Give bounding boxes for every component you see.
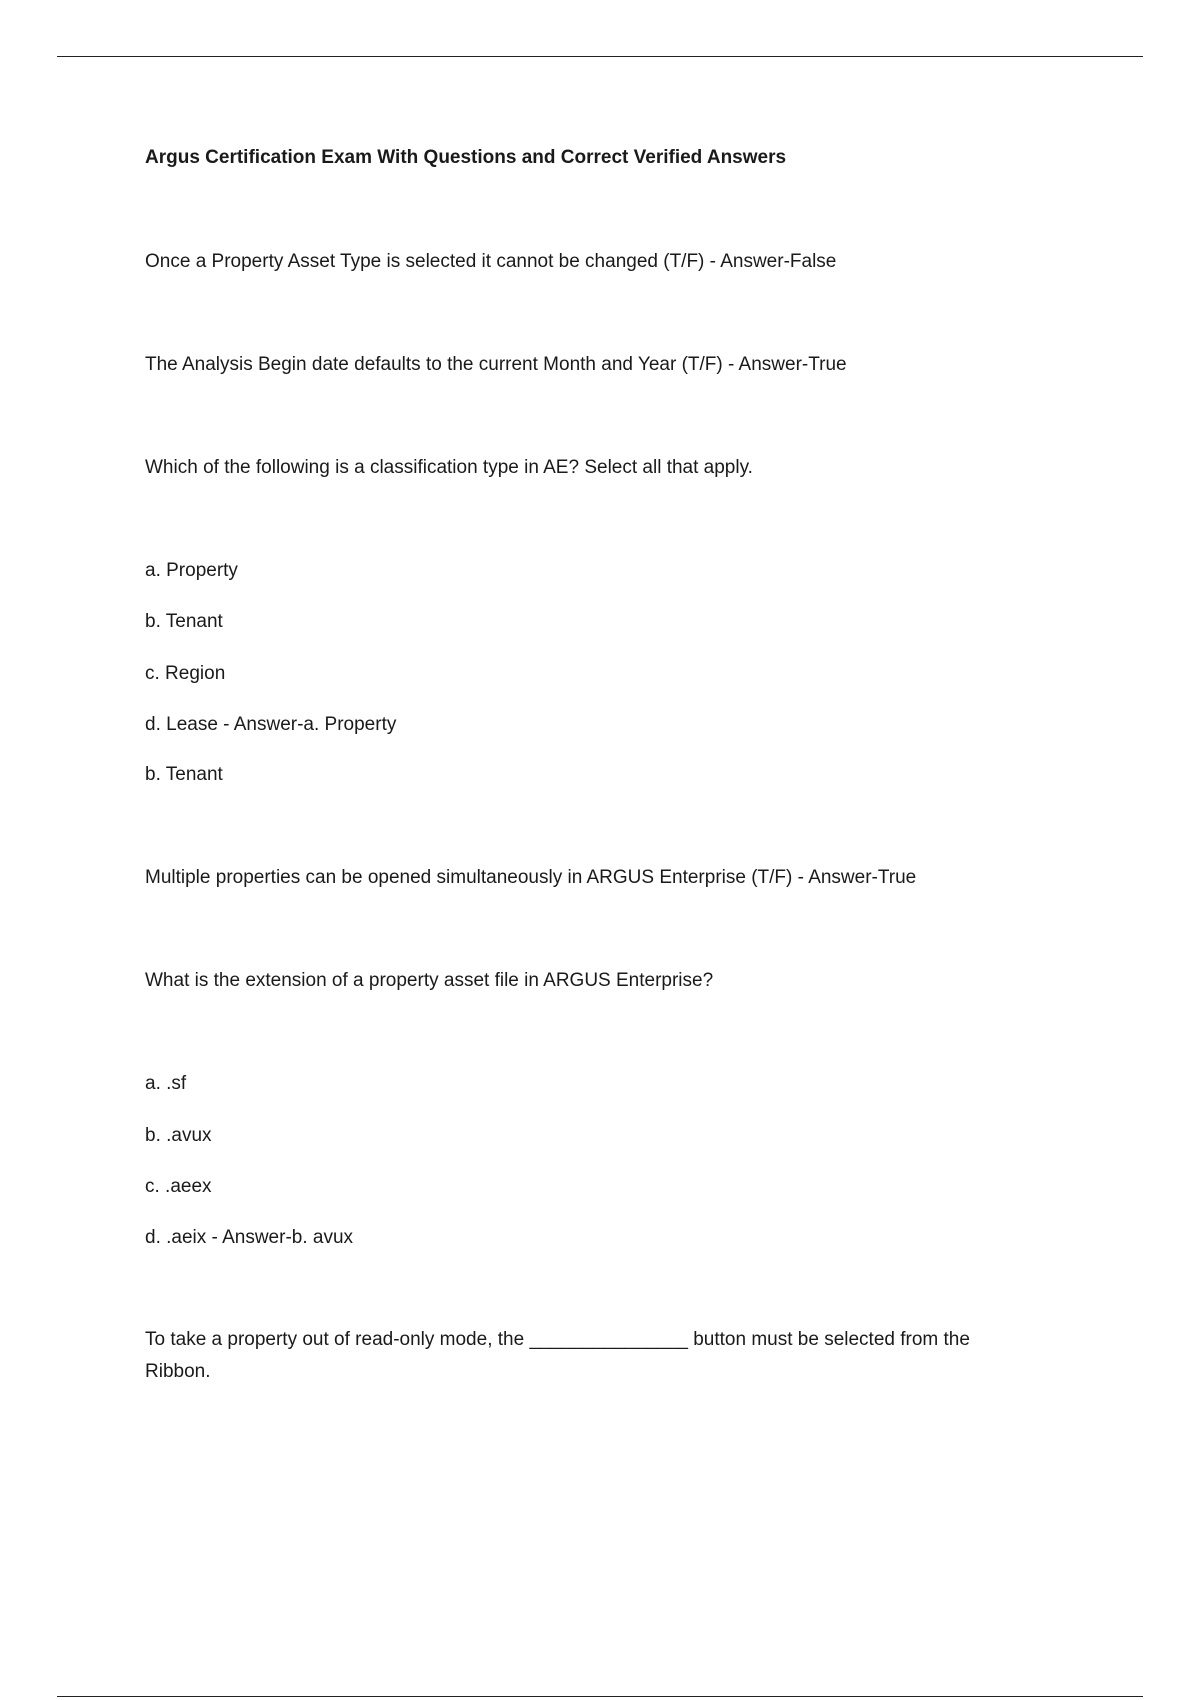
question-4: Multiple properties can be opened simultaneously in ARGUS Enterprise (T/F) - Answer-True: [145, 867, 917, 888]
option-item: c. .aeex: [145, 1176, 212, 1197]
question-5: What is the extension of a property asset file in ARGUS Enterprise?: [145, 970, 714, 991]
answer-continuation: b. Tenant: [145, 764, 223, 785]
option-item-with-answer: d. Lease - Answer-a. Property: [145, 714, 397, 735]
option-item: a. .sf: [145, 1073, 187, 1094]
footer-rule: [57, 1696, 1143, 1697]
option-item-with-answer: d. .aeix - Answer-b. avux: [145, 1227, 354, 1248]
question-2: The Analysis Begin date defaults to the current Month and Year (T/F) - Answer-True: [145, 354, 847, 375]
question-6: To take a property out of read-only mode, the _______________ button must be selected from the: [145, 1329, 970, 1350]
option-item: b. .avux: [145, 1125, 212, 1146]
option-item: c. Region: [145, 663, 226, 684]
question-6-continuation: Ribbon.: [145, 1361, 211, 1382]
option-item: b. Tenant: [145, 611, 223, 632]
option-item: a. Property: [145, 560, 238, 581]
header-rule: [57, 56, 1143, 57]
question-3: Which of the following is a classification type in AE? Select all that apply.: [145, 457, 753, 478]
question-1: Once a Property Asset Type is selected it cannot be changed (T/F) - Answer-False: [145, 251, 837, 272]
document-title: Argus Certification Exam With Questions and Correct Verified Answers: [145, 147, 787, 168]
